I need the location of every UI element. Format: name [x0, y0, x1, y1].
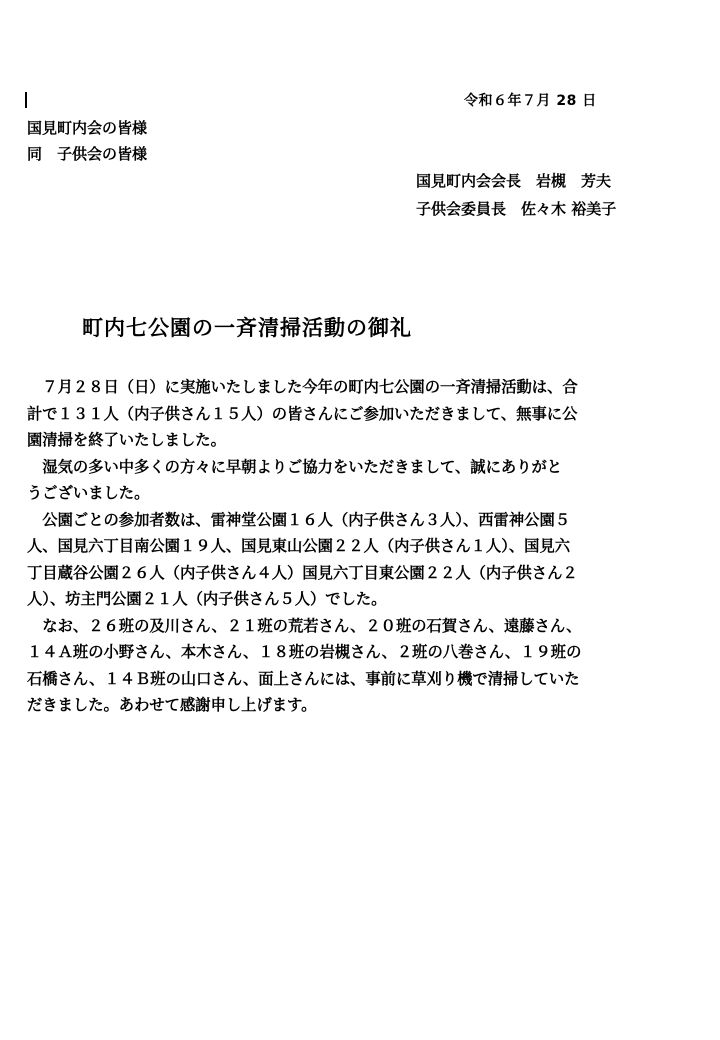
recipient-line: 国見町内会の皆様 — [27, 119, 148, 137]
text-cursor — [25, 92, 27, 108]
body-line: 計で１３１人（内子供さん１５人）の皆さんにご参加いただきまして、無事に公 — [27, 404, 578, 423]
body-line: 園清掃を終了いたしました。 — [27, 431, 226, 449]
body-line: 湿気の多い中多くの方々に早朝よりご協力をいただきまして、誠にありがと — [27, 457, 563, 476]
body-line: だきました。あわせて感謝申し上げます。 — [27, 696, 317, 714]
recipient-line: 同 子供会の皆様 — [27, 145, 148, 163]
body-line: 人、国見六丁目南公園１９人、国見東山公園２２人（内子供さん１人）、国見六 — [27, 537, 571, 555]
document-title: 町内七公園の一斉清掃活動の御礼 — [82, 316, 412, 340]
body-line: なお、２６班の及川さん、２１班の荒若さん、２０班の石賀さん、遠藤さん、 — [27, 616, 582, 635]
body-text — [27, 374, 685, 719]
body-line: 公園ごとの参加者数は、雷神堂公園１６人（内子供さん３人）、西雷神公園５ — [27, 510, 571, 529]
recipients-block — [27, 115, 147, 167]
body-line: ７月２８日（日）に実施いたしました今年の町内七公園の一斉清掃活動は、合 — [27, 378, 578, 396]
sender-line: 子供会委員長 佐々木 裕美子 — [416, 200, 617, 218]
body-line: 丁目蔵谷公園２６人（内子供さん４人）国見六丁目東公園２２人（内子供さん２ — [27, 563, 578, 582]
body-line: うございました。 — [27, 484, 150, 502]
sender-line: 国見町内会会長 岩槻 芳夫 — [416, 172, 612, 190]
body-line: １４Ａ班の小野さん、本木さん、１８班の岩槻さん、２班の八巻さん、１９班の — [27, 643, 582, 661]
body-line: 石橋さん、１４Ｂ班の山口さん、面上さんには、事前に草刈り機で清掃していた — [27, 669, 580, 688]
body-line: 人）、坊主門公園２１人（内子供さん５人）でした。 — [27, 590, 387, 608]
senders-block — [416, 167, 616, 223]
document-date: 令和６年７月 28 日 — [464, 93, 597, 109]
